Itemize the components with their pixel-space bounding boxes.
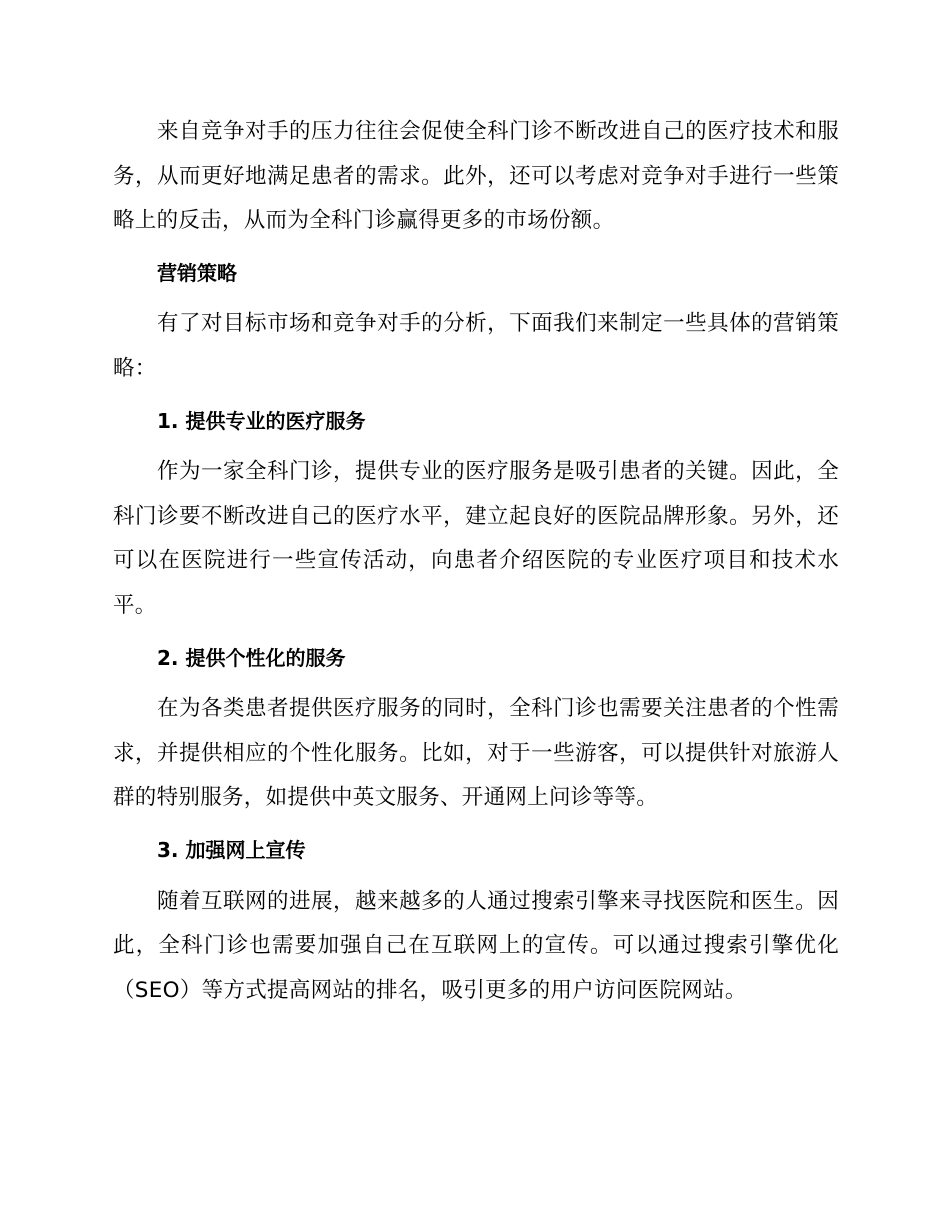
document-body — [113, 110, 839, 1013]
heading-online-promotion: 3. 加强网上宣传 — [157, 837, 306, 862]
paragraph-competition-pressure: 来自竞争对手的压力往往会促使全科门诊不断改进自己的医疗技术和服务，从而更好地满足患者的需求。此外，还可以考虑对竞争对手进行一些策略上的反击，从而为全科门诊赢得更多的市场份额。 — [113, 119, 839, 234]
heading-professional-service: 1. 提供专业的医疗服务 — [157, 408, 366, 433]
paragraph-online-promotion: 随着互联网的进展，越来越多的人通过搜索引擎来寻找医院和医生。因此，全科门诊也需要加强自己在互联网上的宣传。可以通过搜索引擎优化（SEO）等方式提高网站的排名，吸引更多的用户访问医院网站。 — [113, 888, 839, 1003]
paragraph-personalized-service: 在为各类患者提供医疗服务的同时，全科门诊也需要关注患者的个性需求，并提供相应的个性化服务。比如，对于一些游客，可以提供针对旅游人群的特别服务，如提供中英文服务、开通网上问诊等等。 — [113, 696, 839, 811]
paragraph-strategy-intro: 有了对目标市场和竞争对手的分析，下面我们来制定一些具体的营销策略： — [113, 311, 839, 381]
heading-marketing-strategy: 营销策略 — [157, 260, 237, 285]
paragraph-professional-service: 作为一家全科门诊，提供专业的医疗服务是吸引患者的关键。因此，全科门诊要不断改进自己的医疗水平，建立起良好的医院品牌形象。另外，还可以在医院进行一些宣传活动，向患者介绍医院的专业医疗项目和技术水平。 — [113, 459, 839, 618]
heading-personalized-service: 2. 提供个性化的服务 — [157, 645, 346, 670]
